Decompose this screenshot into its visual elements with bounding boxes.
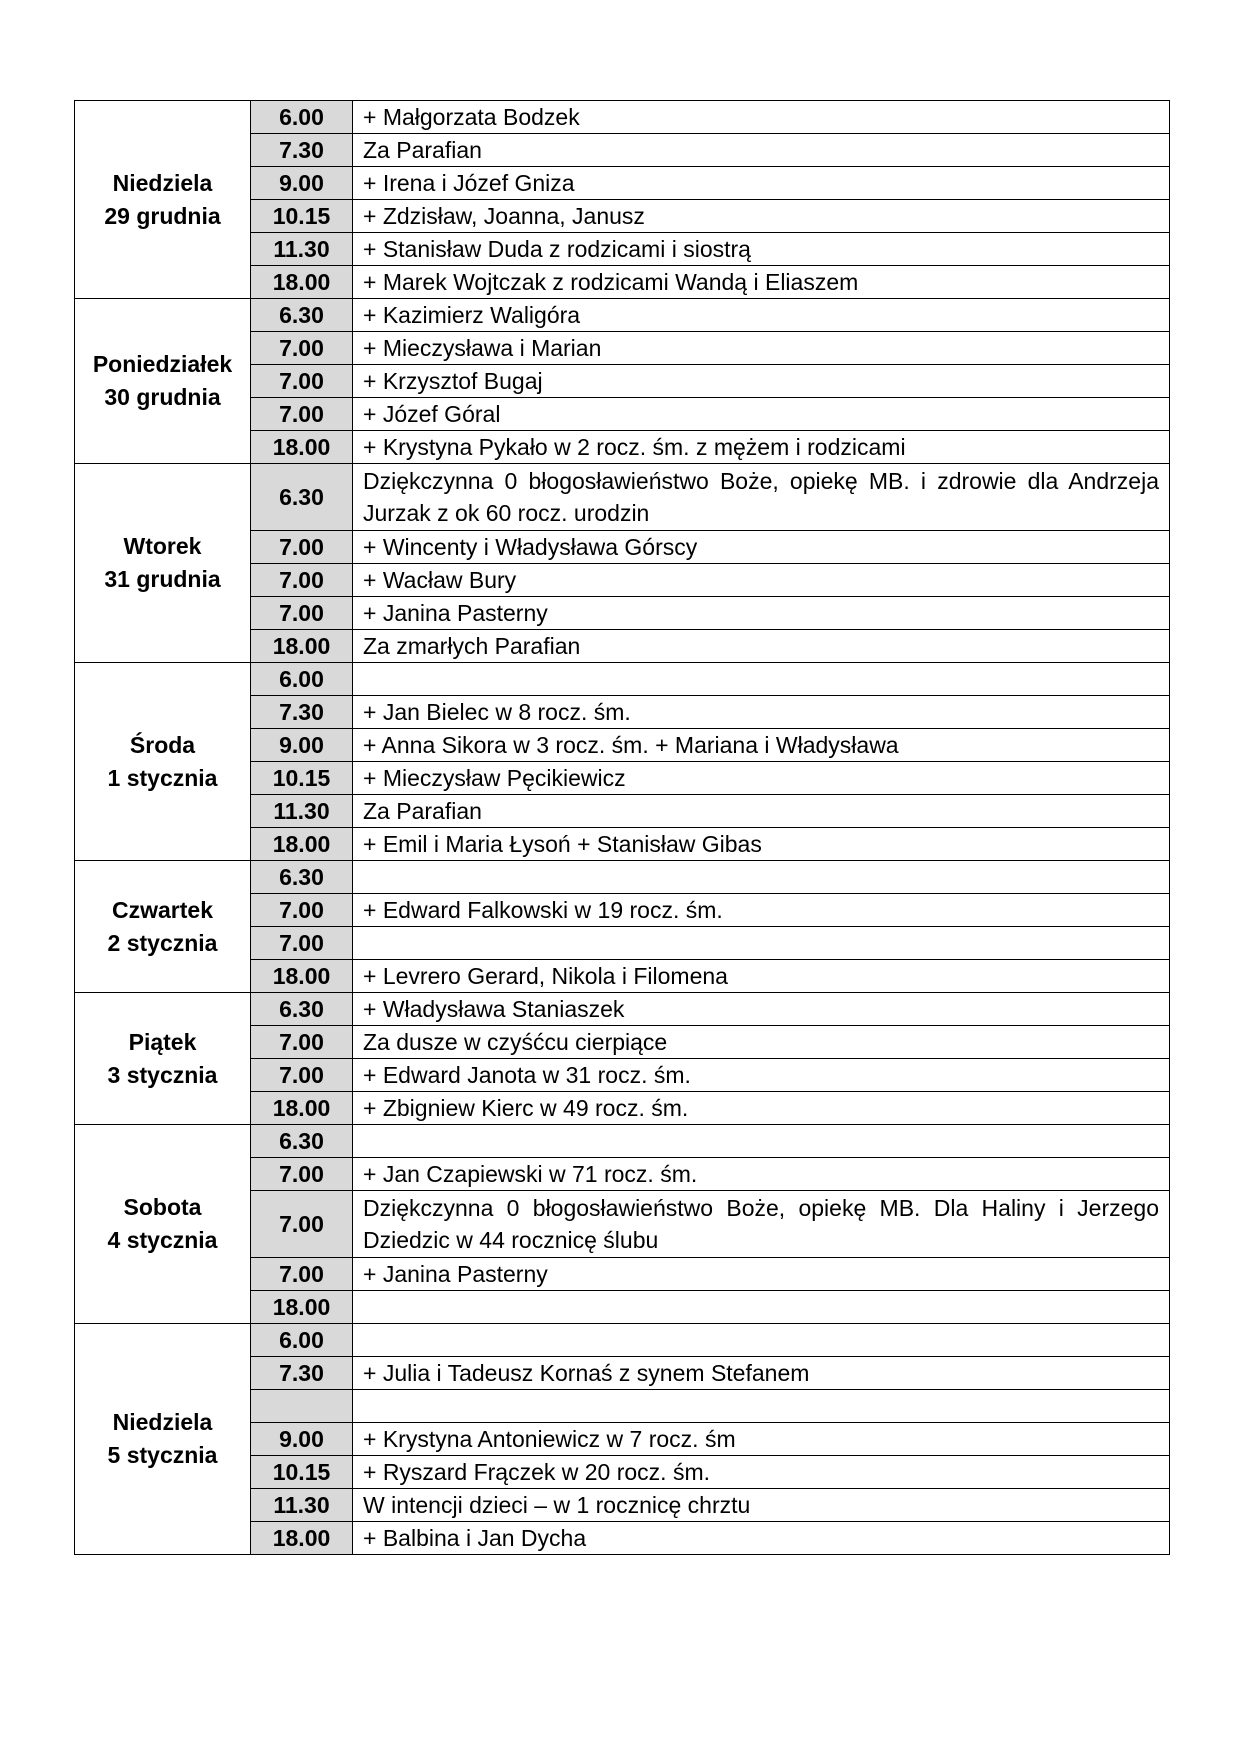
mass-time: 18.00	[251, 1522, 353, 1555]
mass-time: 9.00	[251, 167, 353, 200]
mass-time: 10.15	[251, 200, 353, 233]
mass-time: 18.00	[251, 1291, 353, 1324]
mass-intention: + Anna Sikora w 3 rocz. śm. + Mariana i Władysława	[353, 729, 1170, 762]
mass-schedule-table	[74, 100, 1170, 1555]
mass-time: 7.00	[251, 531, 353, 564]
mass-time: 7.30	[251, 134, 353, 167]
mass-intention: Dziękczynna 0 błogosławieństwo Boże, opiekę MB. i zdrowie dla Andrzeja Jurzak z ok 60 rocz. urodzin	[353, 464, 1170, 531]
day-cell	[75, 101, 251, 299]
mass-time: 7.00	[251, 1158, 353, 1191]
mass-intention: + Irena i Józef Gniza	[353, 167, 1170, 200]
mass-time	[251, 1390, 353, 1423]
day-cell	[75, 861, 251, 993]
mass-row	[75, 993, 1170, 1026]
weekday-label: Poniedziałek	[92, 351, 233, 377]
weekday-label: Środa	[129, 731, 196, 758]
mass-intention: + Wincenty i Władysława Górscy	[353, 531, 1170, 564]
mass-intention: + Krystyna Pykało w 2 rocz. śm. z mężem i rodzicami	[353, 431, 1170, 464]
mass-row	[75, 861, 1170, 894]
mass-time: 7.00	[251, 1059, 353, 1092]
mass-time: 7.00	[251, 1258, 353, 1291]
mass-time: 9.00	[251, 729, 353, 762]
weekday-label: Niedziela	[112, 169, 213, 196]
date-label: 5 stycznia	[107, 1442, 218, 1468]
mass-intention	[353, 663, 1170, 696]
mass-intention: + Wacław Bury	[353, 564, 1170, 597]
mass-row	[75, 1125, 1170, 1158]
date-label: 31 grudnia	[104, 566, 221, 592]
mass-time: 11.30	[251, 795, 353, 828]
mass-time: 7.00	[251, 894, 353, 927]
weekday-label: Piątek	[128, 1028, 197, 1055]
mass-time: 18.00	[251, 828, 353, 861]
mass-row	[75, 299, 1170, 332]
weekday-label: Sobota	[123, 1194, 202, 1220]
mass-intention: + Zdzisław, Joanna, Janusz	[353, 200, 1170, 233]
mass-time: 18.00	[251, 431, 353, 464]
mass-time: 10.15	[251, 762, 353, 795]
mass-intention: + Mieczysława i Marian	[353, 332, 1170, 365]
mass-intention: + Jan Czapiewski w 71 rocz. śm.	[353, 1158, 1170, 1191]
mass-intention: + Balbina i Jan Dycha	[353, 1522, 1170, 1555]
mass-time: 18.00	[251, 1092, 353, 1125]
mass-intention: + Mieczysław Pęcikiewicz	[353, 762, 1170, 795]
mass-intention: + Julia i Tadeusz Kornaś z synem Stefanem	[353, 1357, 1170, 1390]
mass-intention: + Jan Bielec w 8 rocz. śm.	[353, 696, 1170, 729]
mass-intention: Dziękczynna 0 błogosławieństwo Boże, opiekę MB. Dla Haliny i Jerzego Dziedzic w 44 rocznicę ślubu	[353, 1191, 1170, 1258]
mass-time: 6.30	[251, 861, 353, 894]
mass-intention: Za Parafian	[353, 134, 1170, 167]
mass-time: 6.00	[251, 663, 353, 696]
day-cell	[75, 1125, 251, 1324]
weekday-label: Niedziela	[112, 1409, 213, 1435]
mass-intention: + Krzysztof Bugaj	[353, 365, 1170, 398]
mass-intention: + Władysława Staniaszek	[353, 993, 1170, 1026]
mass-intention: + Stanisław Duda z rodzicami i siostrą	[353, 233, 1170, 266]
mass-row	[75, 1324, 1170, 1357]
mass-time: 6.30	[251, 993, 353, 1026]
day-cell	[75, 1324, 251, 1555]
date-label: 4 stycznia	[107, 1227, 218, 1253]
mass-time: 7.30	[251, 696, 353, 729]
mass-intention	[353, 1324, 1170, 1357]
weekday-label: Czwartek	[112, 896, 213, 923]
day-cell	[75, 299, 251, 464]
mass-time: 7.00	[251, 398, 353, 431]
day-cell	[75, 663, 251, 861]
mass-time: 7.30	[251, 1357, 353, 1390]
mass-intention: + Krystyna Antoniewicz w 7 rocz. śm	[353, 1423, 1170, 1456]
mass-time: 7.00	[251, 564, 353, 597]
mass-intention: Za dusze w czyśćcu cierpiące	[353, 1026, 1170, 1059]
mass-intention	[353, 1390, 1170, 1423]
mass-intention: + Janina Pasterny	[353, 597, 1170, 630]
mass-intention: + Ryszard Frączek w 20 rocz. śm.	[353, 1456, 1170, 1489]
mass-intention	[353, 861, 1170, 894]
mass-intention: Za Parafian	[353, 795, 1170, 828]
mass-row	[75, 663, 1170, 696]
mass-time: 6.30	[251, 1125, 353, 1158]
date-label: 1 stycznia	[107, 764, 218, 791]
mass-time: 7.00	[251, 332, 353, 365]
mass-time: 6.00	[251, 1324, 353, 1357]
weekday-label: Wtorek	[123, 533, 202, 559]
mass-time: 18.00	[251, 266, 353, 299]
mass-time: 18.00	[251, 960, 353, 993]
date-label: 2 stycznia	[107, 929, 218, 956]
day-cell	[75, 464, 251, 663]
mass-intention: Za zmarłych Parafian	[353, 630, 1170, 663]
mass-intention: W intencji dzieci – w 1 rocznicę chrztu	[353, 1489, 1170, 1522]
mass-intention: + Józef Góral	[353, 398, 1170, 431]
date-label: 3 stycznia	[107, 1061, 218, 1088]
mass-time: 11.30	[251, 233, 353, 266]
day-cell	[75, 993, 251, 1125]
mass-time: 9.00	[251, 1423, 353, 1456]
mass-intention: + Edward Janota w 31 rocz. śm.	[353, 1059, 1170, 1092]
mass-intention: + Janina Pasterny	[353, 1258, 1170, 1291]
mass-intention: + Emil i Maria Łysoń + Stanisław Gibas	[353, 828, 1170, 861]
mass-time: 7.00	[251, 927, 353, 960]
mass-intention	[353, 1291, 1170, 1324]
mass-intention: + Zbigniew Kierc w 49 rocz. śm.	[353, 1092, 1170, 1125]
mass-time: 6.30	[251, 464, 353, 531]
mass-time: 7.00	[251, 365, 353, 398]
mass-schedule-body	[75, 101, 1170, 1555]
mass-row	[75, 464, 1170, 531]
mass-time: 18.00	[251, 630, 353, 663]
mass-time: 11.30	[251, 1489, 353, 1522]
mass-intention: + Marek Wojtczak z rodzicami Wandą i Eliaszem	[353, 266, 1170, 299]
mass-time: 6.30	[251, 299, 353, 332]
mass-intention: + Małgorzata Bodzek	[353, 101, 1170, 134]
mass-time: 6.00	[251, 101, 353, 134]
mass-time: 7.00	[251, 597, 353, 630]
mass-intention: + Kazimierz Waligóra	[353, 299, 1170, 332]
mass-time: 7.00	[251, 1191, 353, 1258]
mass-intention	[353, 1125, 1170, 1158]
mass-intention: + Levrero Gerard, Nikola i Filomena	[353, 960, 1170, 993]
mass-intention: + Edward Falkowski w 19 rocz. śm.	[353, 894, 1170, 927]
mass-row	[75, 101, 1170, 134]
date-label: 30 grudnia	[104, 384, 221, 410]
mass-time: 10.15	[251, 1456, 353, 1489]
mass-time: 7.00	[251, 1026, 353, 1059]
date-label: 29 grudnia	[104, 202, 221, 229]
mass-intention	[353, 927, 1170, 960]
